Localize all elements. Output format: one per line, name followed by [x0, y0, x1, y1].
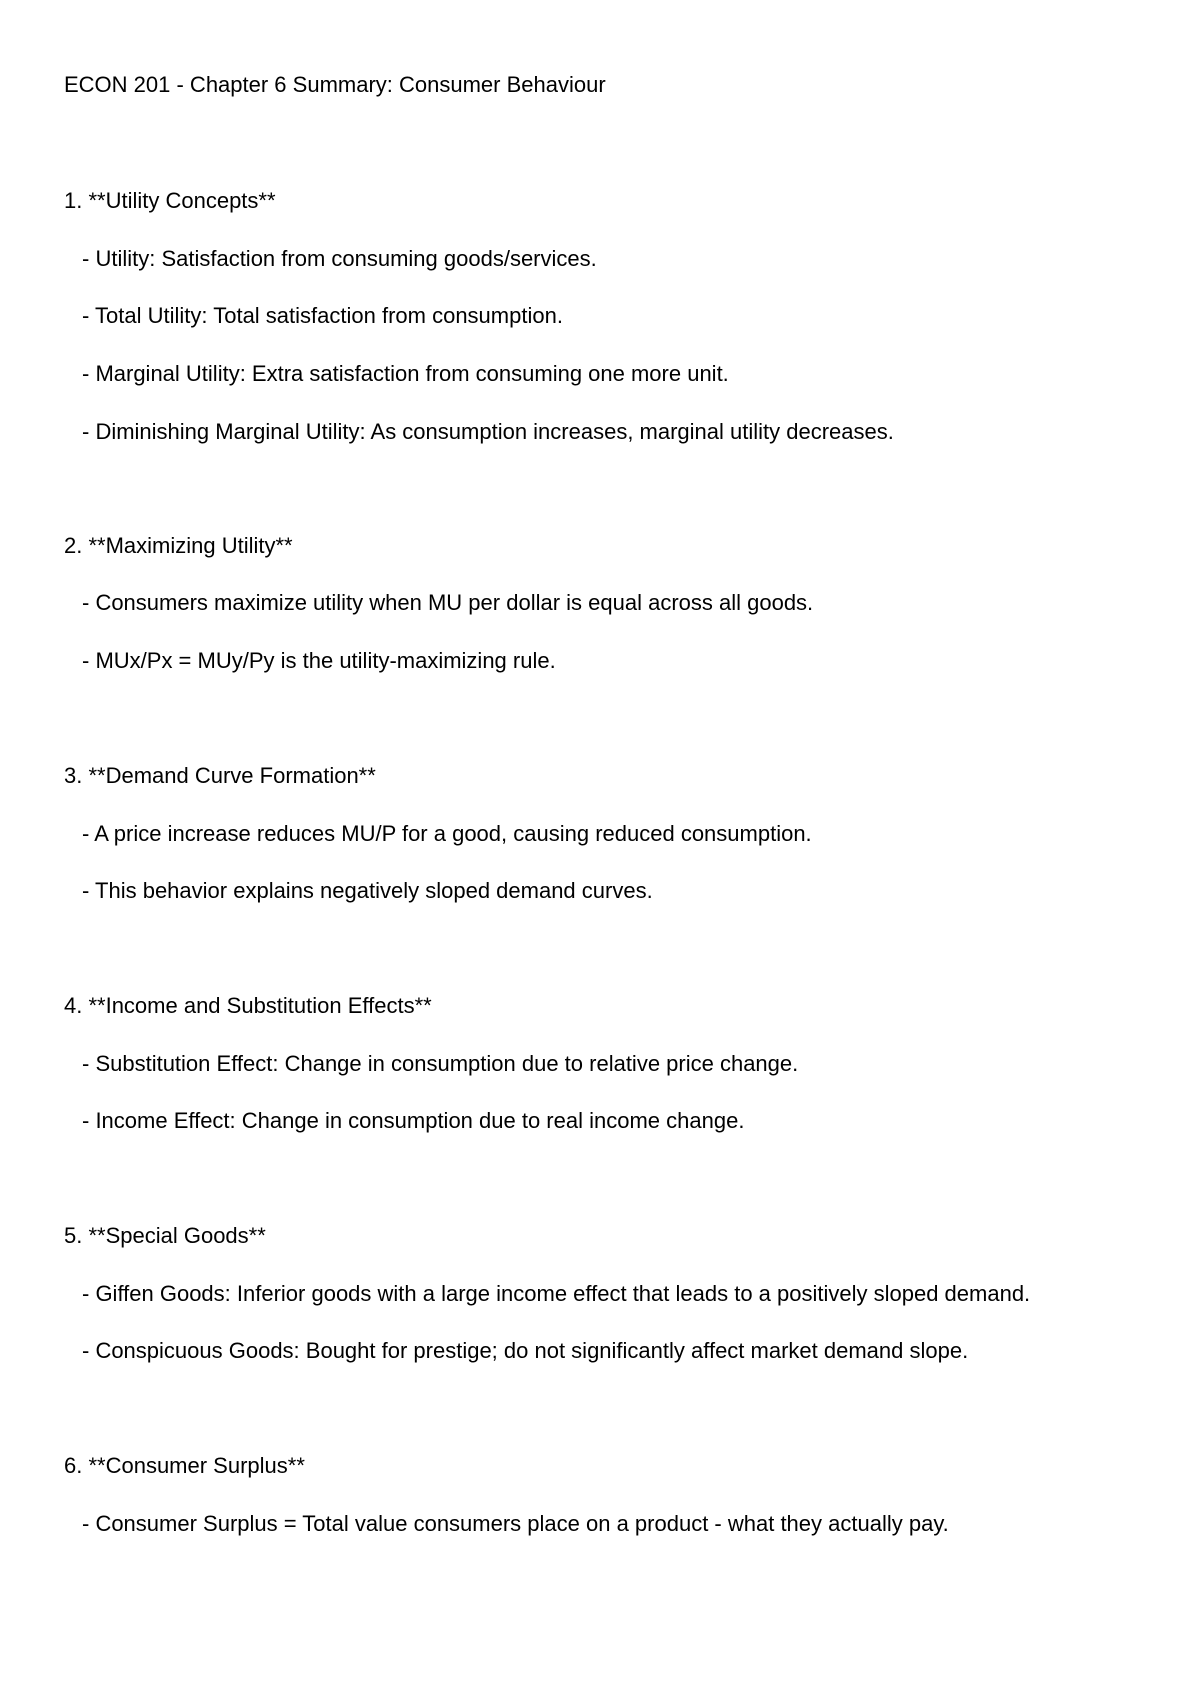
document-title: ECON 201 - Chapter 6 Summary: Consumer Behaviour	[64, 72, 606, 97]
bullet-diminishing-marginal-utility: - Diminishing Marginal Utility: As consumption increases, marginal utility decreases.	[82, 419, 894, 444]
bullet-giffen-goods: - Giffen Goods: Inferior goods with a large income effect that leads to a positively sloped demand.	[82, 1281, 1031, 1306]
bullet-substitution-effect: - Substitution Effect: Change in consumption due to relative price change.	[82, 1051, 799, 1076]
bullet-marginal-utility: - Marginal Utility: Extra satisfaction from consuming one more unit.	[82, 361, 729, 386]
bullet-total-utility: - Total Utility: Total satisfaction from consumption.	[82, 303, 563, 328]
bullet-utility-maximizing-rule: - MUx/Px = MUy/Py is the utility-maximizing rule.	[82, 648, 556, 673]
section-heading-income-substitution-effects: 4. **Income and Substitution Effects**	[64, 993, 432, 1018]
section-heading-utility-concepts: 1. **Utility Concepts**	[64, 188, 276, 213]
bullet-consumer-surplus-definition: - Consumer Surplus = Total value consumers place on a product - what they actually pay.	[82, 1511, 949, 1536]
section-heading-maximizing-utility: 2. **Maximizing Utility**	[64, 533, 293, 558]
bullet-income-effect: - Income Effect: Change in consumption due to real income change.	[82, 1108, 745, 1133]
bullet-negatively-sloped-demand: - This behavior explains negatively sloped demand curves.	[82, 878, 653, 903]
bullet-utility: - Utility: Satisfaction from consuming goods/services.	[82, 246, 597, 271]
section-heading-consumer-surplus: 6. **Consumer Surplus**	[64, 1453, 305, 1478]
section-heading-special-goods: 5. **Special Goods**	[64, 1223, 266, 1248]
bullet-price-increase: - A price increase reduces MU/P for a good, causing reduced consumption.	[82, 821, 812, 846]
bullet-conspicuous-goods: - Conspicuous Goods: Bought for prestige; do not significantly affect market demand slope.	[82, 1338, 969, 1363]
bullet-mu-per-dollar: - Consumers maximize utility when MU per dollar is equal across all goods.	[82, 590, 814, 615]
section-heading-demand-curve-formation: 3. **Demand Curve Formation**	[64, 763, 376, 788]
